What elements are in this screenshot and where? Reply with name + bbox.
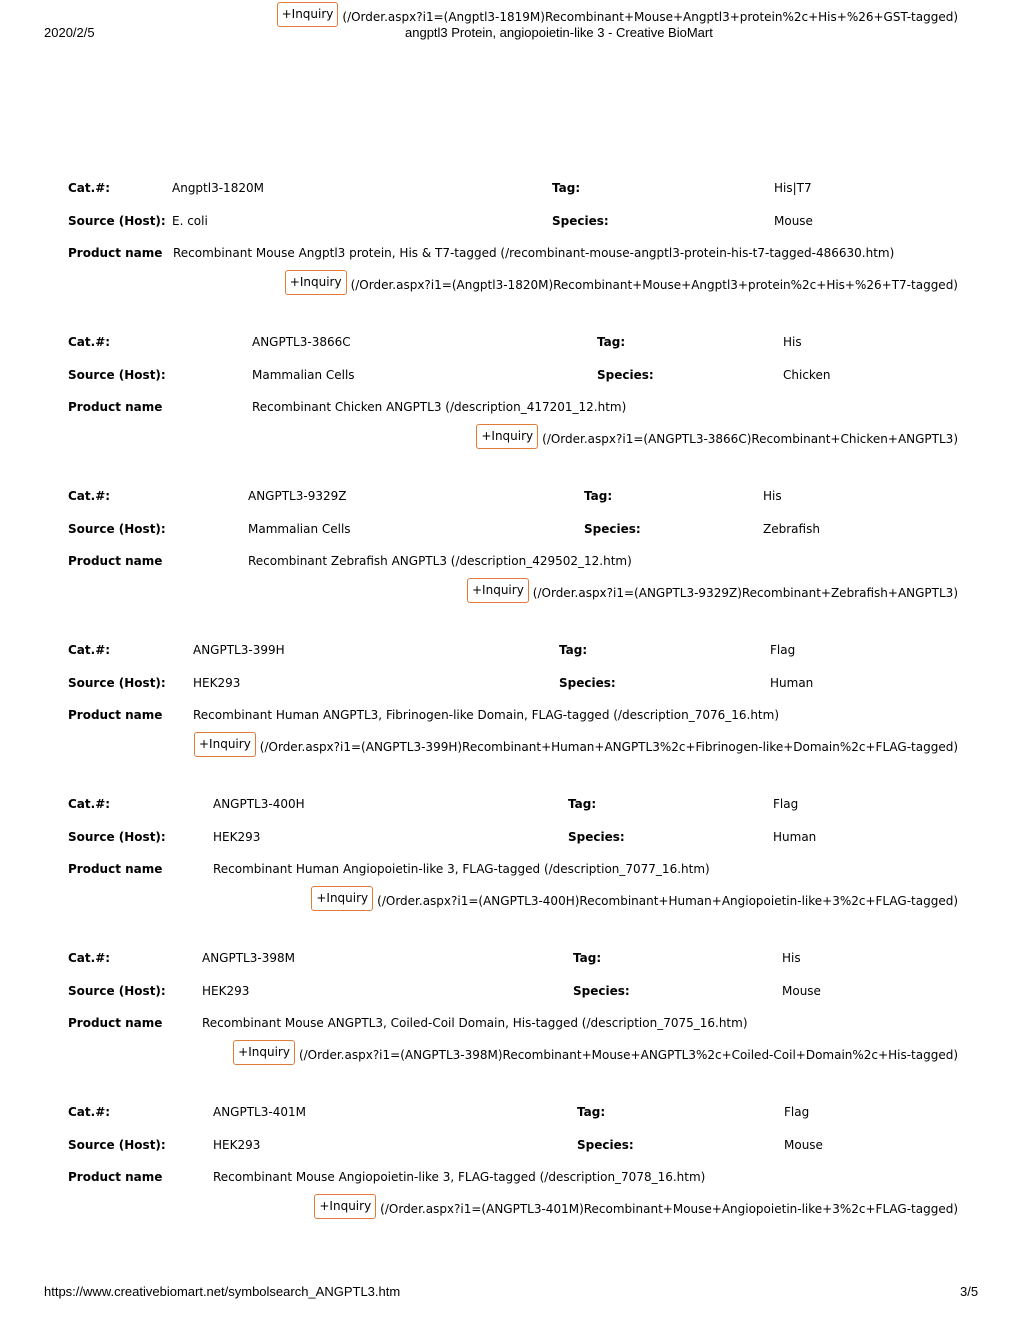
order-link[interactable]: (/Order.aspx?i1=(ANGPTL3-9329Z)Recombinant+Zebrafish+ANGPTL3) (532, 586, 958, 600)
source-label: Source (Host): (68, 676, 166, 690)
source-value: Mammalian Cells (252, 368, 355, 382)
species-value: Human (770, 676, 814, 690)
order-link[interactable]: (/Order.aspx?i1=(ANGPTL3-400H)Recombinant+Human+Angiopoietin-like+3%2c+FLAG-tagged) (377, 894, 958, 908)
source-label: Source (Host): (68, 1138, 166, 1152)
order-link[interactable]: (/Order.aspx?i1=(ANGPTL3-3866C)Recombinant+Chicken+ANGPTL3) (542, 432, 958, 446)
inquiry-button[interactable]: +Inquiry (277, 2, 339, 27)
inquiry-button[interactable]: +Inquiry (476, 424, 538, 449)
product-name-label: Product name (68, 1016, 163, 1030)
tag-value: Flag (770, 643, 796, 657)
species-label: Species: (573, 984, 630, 998)
product-name-link[interactable]: Recombinant Mouse Angiopoietin-like 3, FLAG-tagged (/description_7078_16.htm) (213, 1170, 706, 1184)
tag-label: Tag: (584, 489, 613, 503)
cat-label: Cat.#: (68, 643, 111, 657)
print-date: 2020/2/5 (44, 25, 95, 40)
order-link[interactable]: (/Order.aspx?i1=(ANGPTL3-399H)Recombinant+Human+ANGPTL3%2c+Fibrinogen-like+Domain%2c+FLAG-tagged) (259, 740, 958, 754)
tag-label: Tag: (568, 797, 597, 811)
tag-label: Tag: (577, 1105, 606, 1119)
species-label: Species: (559, 676, 616, 690)
inquiry-button[interactable]: +Inquiry (314, 1194, 376, 1219)
product-name-label: Product name (68, 862, 163, 876)
species-value: Mouse (784, 1138, 823, 1152)
product-name-link[interactable]: Recombinant Zebrafish ANGPTL3 (/description_429502_12.htm) (248, 554, 632, 568)
cat-label: Cat.#: (68, 797, 111, 811)
cat-label: Cat.#: (68, 181, 111, 195)
tag-value: His (782, 951, 801, 965)
tag-value: His (783, 335, 802, 349)
species-value: Mouse (782, 984, 821, 998)
cat-label: Cat.#: (68, 335, 111, 349)
product-name-label: Product name (68, 246, 163, 260)
inquiry-button[interactable]: +Inquiry (233, 1040, 295, 1065)
cat-number: ANGPTL3-401M (213, 1105, 306, 1119)
cat-number: Angptl3-1820M (172, 181, 264, 195)
cat-number: ANGPTL3-398M (202, 951, 295, 965)
cat-number: ANGPTL3-3866C (252, 335, 351, 349)
tag-label: Tag: (552, 181, 581, 195)
source-label: Source (Host): (68, 522, 166, 536)
source-value: HEK293 (202, 984, 250, 998)
cat-number: ANGPTL3-399H (193, 643, 285, 657)
species-value: Human (773, 830, 817, 844)
source-value: HEK293 (213, 830, 261, 844)
product-name-link[interactable]: Recombinant Human ANGPTL3, Fibrinogen-like Domain, FLAG-tagged (/description_7076_16.htm) (193, 708, 779, 722)
cat-label: Cat.#: (68, 951, 111, 965)
order-link[interactable]: (/Order.aspx?i1=(Angptl3-1820M)Recombinant+Mouse+Angptl3+protein%2c+His+%26+T7-tagged) (350, 278, 958, 292)
order-link[interactable]: (/Order.aspx?i1=(ANGPTL3-401M)Recombinant+Mouse+Angiopoietin-like+3%2c+FLAG-tagged) (380, 1202, 958, 1216)
inquiry-button[interactable]: +Inquiry (285, 270, 347, 295)
inquiry-button[interactable]: +Inquiry (311, 886, 373, 911)
species-label: Species: (597, 368, 654, 382)
species-value: Chicken (783, 368, 831, 382)
inquiry-button[interactable]: +Inquiry (467, 578, 529, 603)
tag-value: His|T7 (774, 181, 812, 195)
cat-label: Cat.#: (68, 1105, 111, 1119)
source-value: E. coli (172, 214, 208, 228)
product-name-link[interactable]: Recombinant Human Angiopoietin-like 3, FLAG-tagged (/description_7077_16.htm) (213, 862, 710, 876)
tag-value: Flag (773, 797, 799, 811)
tag-label: Tag: (559, 643, 588, 657)
species-value: Mouse (774, 214, 813, 228)
species-label: Species: (568, 830, 625, 844)
product-name-link[interactable]: Recombinant Mouse Angptl3 protein, His & T7-tagged (/recombinant-mouse-angptl3-protein-his-t7-tagged-486630.htm) (173, 246, 895, 260)
species-label: Species: (577, 1138, 634, 1152)
source-value: HEK293 (213, 1138, 261, 1152)
page-title: angptl3 Protein, angiopoietin-like 3 - Creative BioMart (405, 25, 713, 40)
species-label: Species: (584, 522, 641, 536)
source-label: Source (Host): (68, 368, 166, 382)
order-link[interactable]: (/Order.aspx?i1=(Angptl3-1819M)Recombinant+Mouse+Angptl3+protein%2c+His+%26+GST-tagged) (342, 10, 958, 24)
inquiry-button[interactable]: +Inquiry (194, 732, 256, 757)
tag-value: His (763, 489, 782, 503)
source-label: Source (Host): (68, 214, 166, 228)
product-name-label: Product name (68, 400, 163, 414)
source-value: HEK293 (193, 676, 241, 690)
product-name-label: Product name (68, 1170, 163, 1184)
product-name-label: Product name (68, 554, 163, 568)
source-value: Mammalian Cells (248, 522, 351, 536)
cat-number: ANGPTL3-400H (213, 797, 305, 811)
order-link[interactable]: (/Order.aspx?i1=(ANGPTL3-398M)Recombinant+Mouse+ANGPTL3%2c+Coiled-Coil+Domain%2c+His-tagged) (298, 1048, 958, 1062)
product-name-link[interactable]: Recombinant Chicken ANGPTL3 (/description_417201_12.htm) (252, 400, 627, 414)
cat-label: Cat.#: (68, 489, 111, 503)
species-label: Species: (552, 214, 609, 228)
tag-value: Flag (784, 1105, 810, 1119)
tag-label: Tag: (573, 951, 602, 965)
species-value: Zebrafish (763, 522, 820, 536)
tag-label: Tag: (597, 335, 626, 349)
product-name-link[interactable]: Recombinant Mouse ANGPTL3, Coiled-Coil Domain, His-tagged (/description_7075_16.htm) (202, 1016, 748, 1030)
cat-number: ANGPTL3-9329Z (248, 489, 347, 503)
source-label: Source (Host): (68, 984, 166, 998)
source-label: Source (Host): (68, 830, 166, 844)
footer-url: https://www.creativebiomart.net/symbolsearch_ANGPTL3.htm (44, 1284, 401, 1299)
page-number: 3/5 (960, 1284, 979, 1299)
product-name-label: Product name (68, 708, 163, 722)
